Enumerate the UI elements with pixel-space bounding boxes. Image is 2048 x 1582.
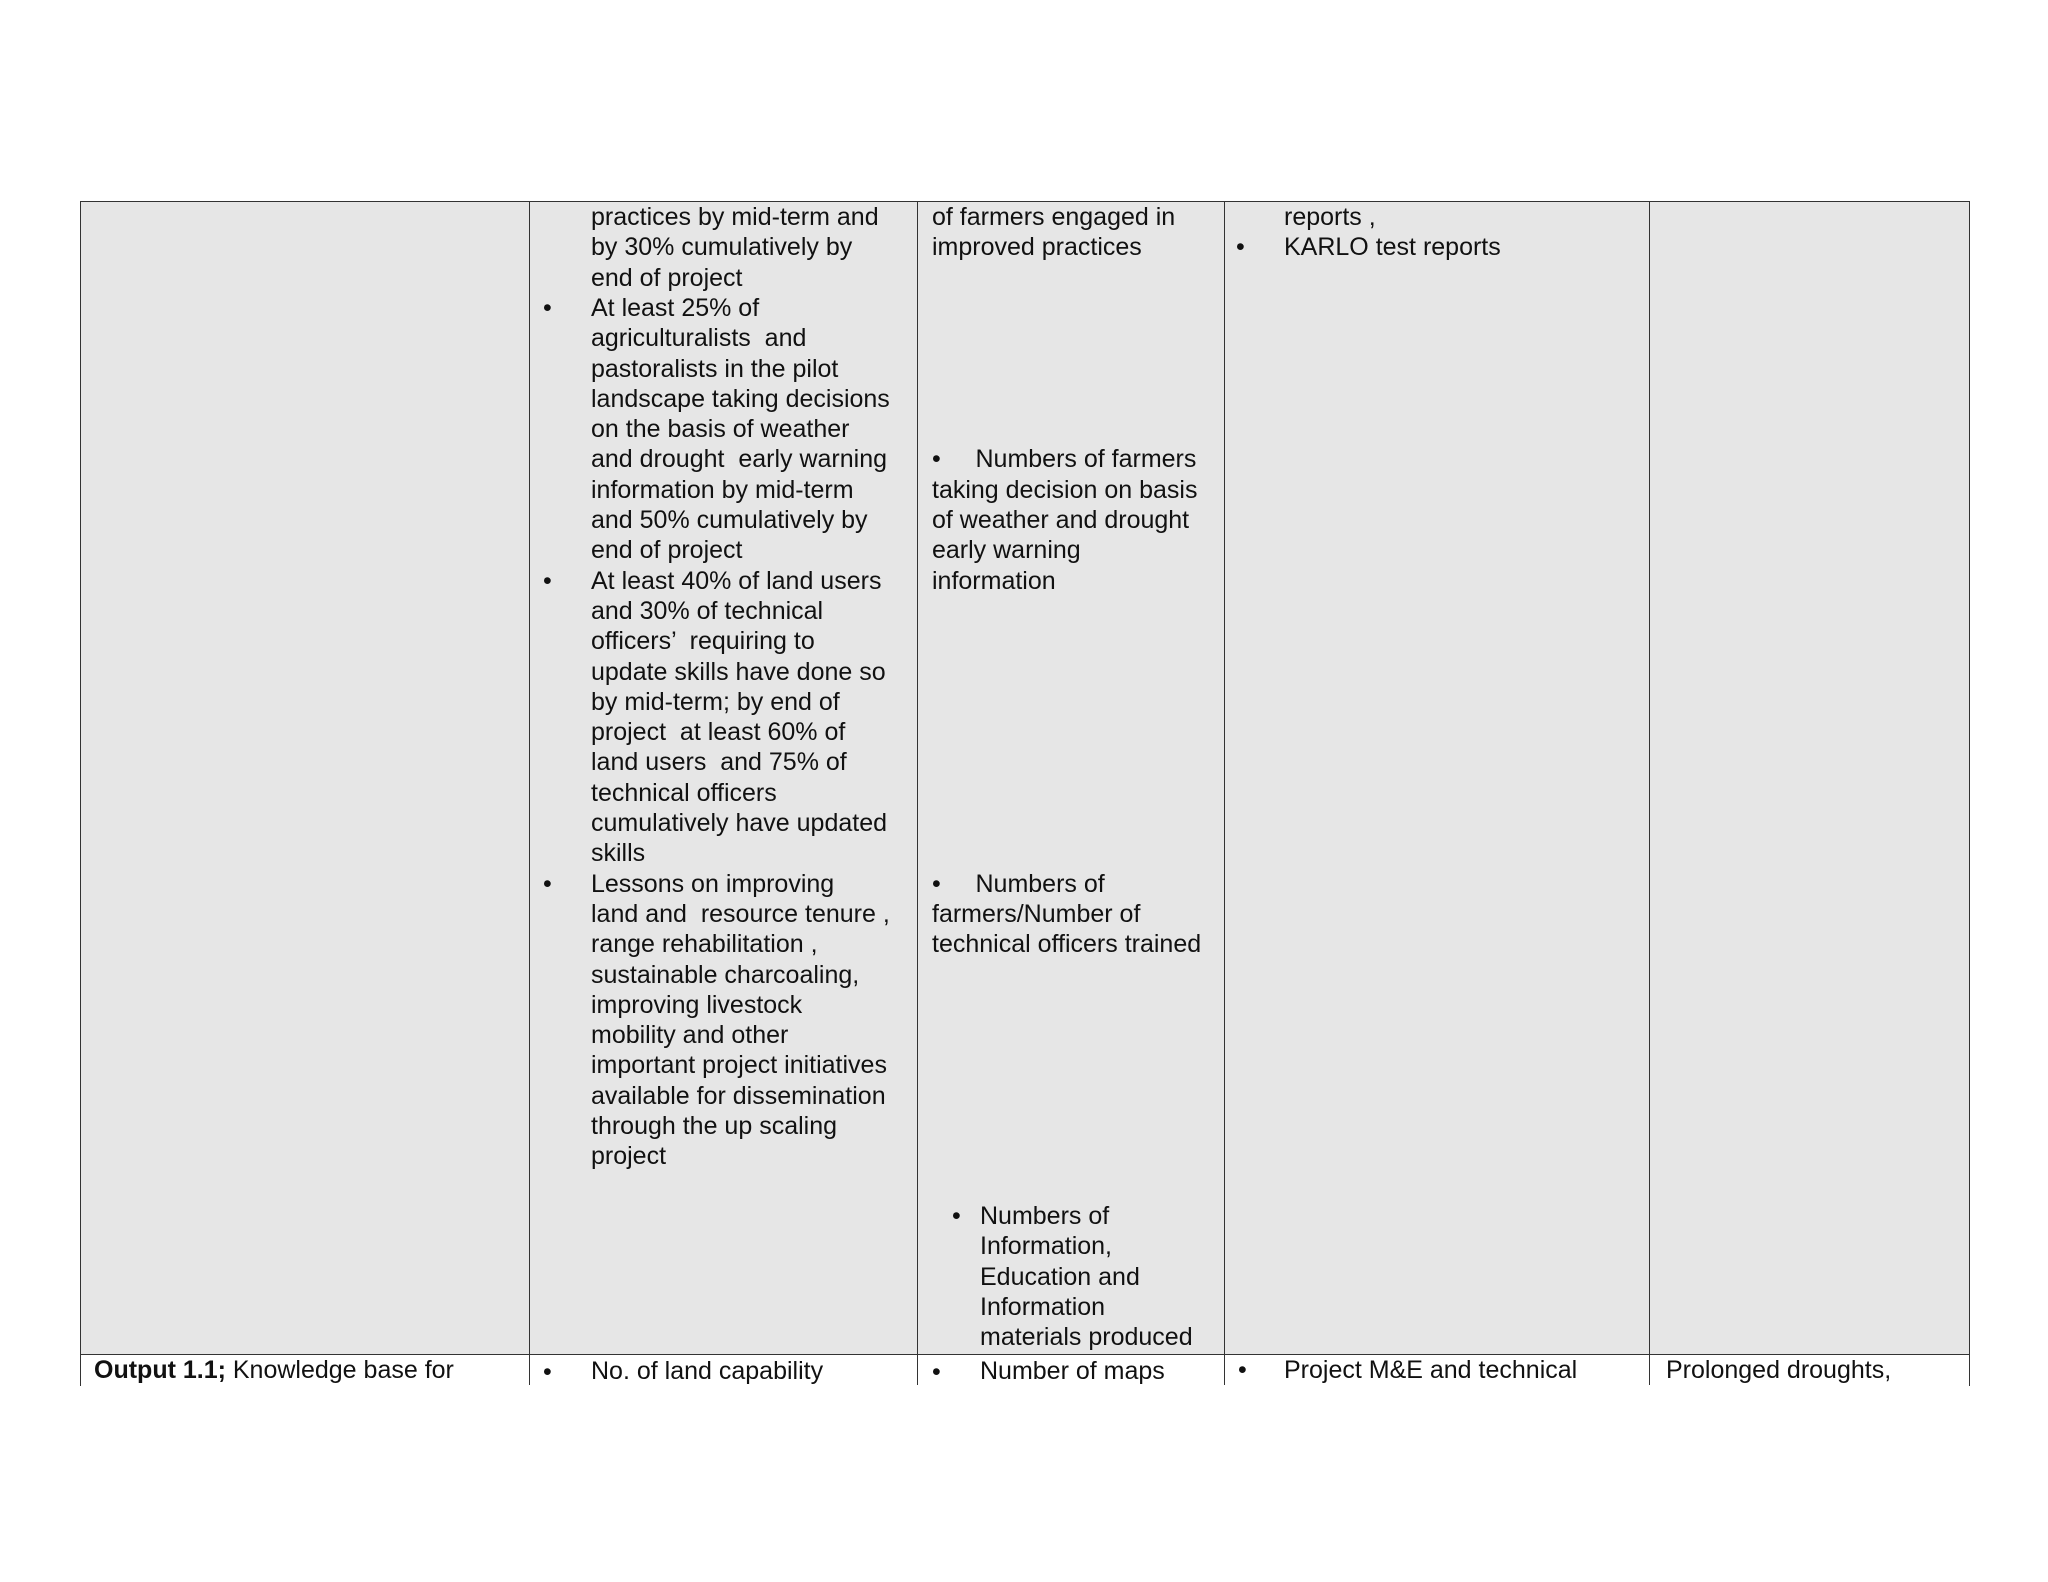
indicator-line: update skills have done so bbox=[591, 657, 886, 686]
measure-line: farmers/Number of bbox=[932, 899, 1141, 928]
bullet: • bbox=[1238, 1356, 1247, 1384]
bullet: • bbox=[543, 566, 552, 595]
column-divider bbox=[1224, 202, 1225, 1385]
measure-line: Information bbox=[980, 1292, 1106, 1321]
logframe-table bbox=[80, 201, 1970, 1386]
measure-line: • Numbers of bbox=[932, 869, 1105, 898]
indicator-line: by mid-term; by end of bbox=[591, 687, 840, 716]
measure-line: materials produced bbox=[980, 1323, 1193, 1352]
column-divider bbox=[917, 202, 918, 1385]
indicator-line: project bbox=[591, 1142, 667, 1171]
indicator-line: land and resource tenure , bbox=[591, 899, 890, 928]
bullet: • bbox=[1236, 233, 1245, 262]
source-line: KARLO test reports bbox=[1284, 233, 1501, 262]
indicator-line: project at least 60% of bbox=[591, 718, 846, 747]
source-text: Project M&E and technical bbox=[1284, 1356, 1578, 1384]
table-row-output bbox=[81, 1354, 1969, 1387]
indicator-line: landscape taking decisions bbox=[591, 384, 890, 413]
indicator-line: available for dissemination bbox=[591, 1081, 886, 1110]
measure-line: early warning bbox=[932, 536, 1081, 565]
indicator-line: range rehabilitation , bbox=[591, 930, 818, 959]
indicator-line: technical officers bbox=[591, 778, 777, 807]
column-divider bbox=[529, 202, 530, 1385]
indicator-line: agriculturalists and bbox=[591, 324, 807, 353]
indicator-line: on the basis of weather bbox=[591, 415, 850, 444]
indicator-line: practices by mid-term and bbox=[591, 203, 879, 231]
measure-line: • Numbers of farmers bbox=[932, 445, 1197, 474]
indicator-line: land users and 75% of bbox=[591, 748, 847, 777]
indicator-line: At least 40% of land users bbox=[591, 566, 882, 595]
measure-line: information bbox=[932, 566, 1056, 595]
bullet: • bbox=[952, 1202, 961, 1230]
indicator-line: end of project bbox=[591, 263, 743, 292]
indicator-line: through the up scaling bbox=[591, 1112, 838, 1140]
indicator-line: end of project bbox=[591, 536, 743, 565]
indicator-line: skills bbox=[591, 839, 646, 868]
measure-line: of weather and drought bbox=[932, 506, 1190, 534]
output-label-bold: Output 1.1; bbox=[94, 1356, 226, 1384]
indicator-line: mobility and other bbox=[591, 1021, 789, 1050]
table-row-indicators bbox=[81, 202, 1969, 1354]
measure-line: taking decision on basis bbox=[932, 475, 1198, 504]
indicator-line: and 30% of technical bbox=[591, 596, 824, 625]
measure-line: Education and bbox=[980, 1262, 1140, 1291]
bullet: • bbox=[543, 293, 552, 322]
indicator-line: and drought early warning bbox=[591, 445, 888, 474]
indicator-line: cumulatively have updated bbox=[591, 809, 888, 837]
indicator-line: Lessons on improving bbox=[591, 869, 835, 898]
indicator-text: No. of land capability bbox=[591, 1357, 824, 1385]
output-label bbox=[94, 1355, 454, 1385]
assumption-text: Prolonged droughts, bbox=[1666, 1356, 1892, 1384]
output-label-text: Knowledge base for bbox=[225, 1356, 454, 1384]
measure-line: technical officers trained bbox=[932, 930, 1202, 959]
indicator-line: important project initiatives bbox=[591, 1051, 887, 1080]
measure-line: Numbers of bbox=[980, 1202, 1110, 1230]
indicator-line: and 50% cumulatively by bbox=[591, 506, 868, 534]
bullet: • bbox=[543, 869, 552, 898]
measure-text: Number of maps bbox=[980, 1357, 1165, 1385]
bullet: • bbox=[932, 1358, 941, 1386]
indicator-line: information by mid-term bbox=[591, 475, 854, 504]
bullet: • bbox=[543, 1358, 552, 1386]
indicator-line: officers’ requiring to bbox=[591, 627, 815, 656]
indicator-line: pastoralists in the pilot bbox=[591, 354, 839, 383]
indicator-line: At least 25% of bbox=[591, 293, 760, 322]
indicator-line: improving livestock bbox=[591, 990, 803, 1019]
indicator-line: by 30% cumulatively by bbox=[591, 233, 853, 262]
source-line: reports , bbox=[1284, 203, 1376, 231]
measure-line: Information, bbox=[980, 1232, 1113, 1261]
measure-line: of farmers engaged in bbox=[932, 203, 1176, 231]
column-divider bbox=[1649, 202, 1650, 1385]
indicator-line: sustainable charcoaling, bbox=[591, 960, 860, 989]
measure-line: improved practices bbox=[932, 233, 1142, 262]
